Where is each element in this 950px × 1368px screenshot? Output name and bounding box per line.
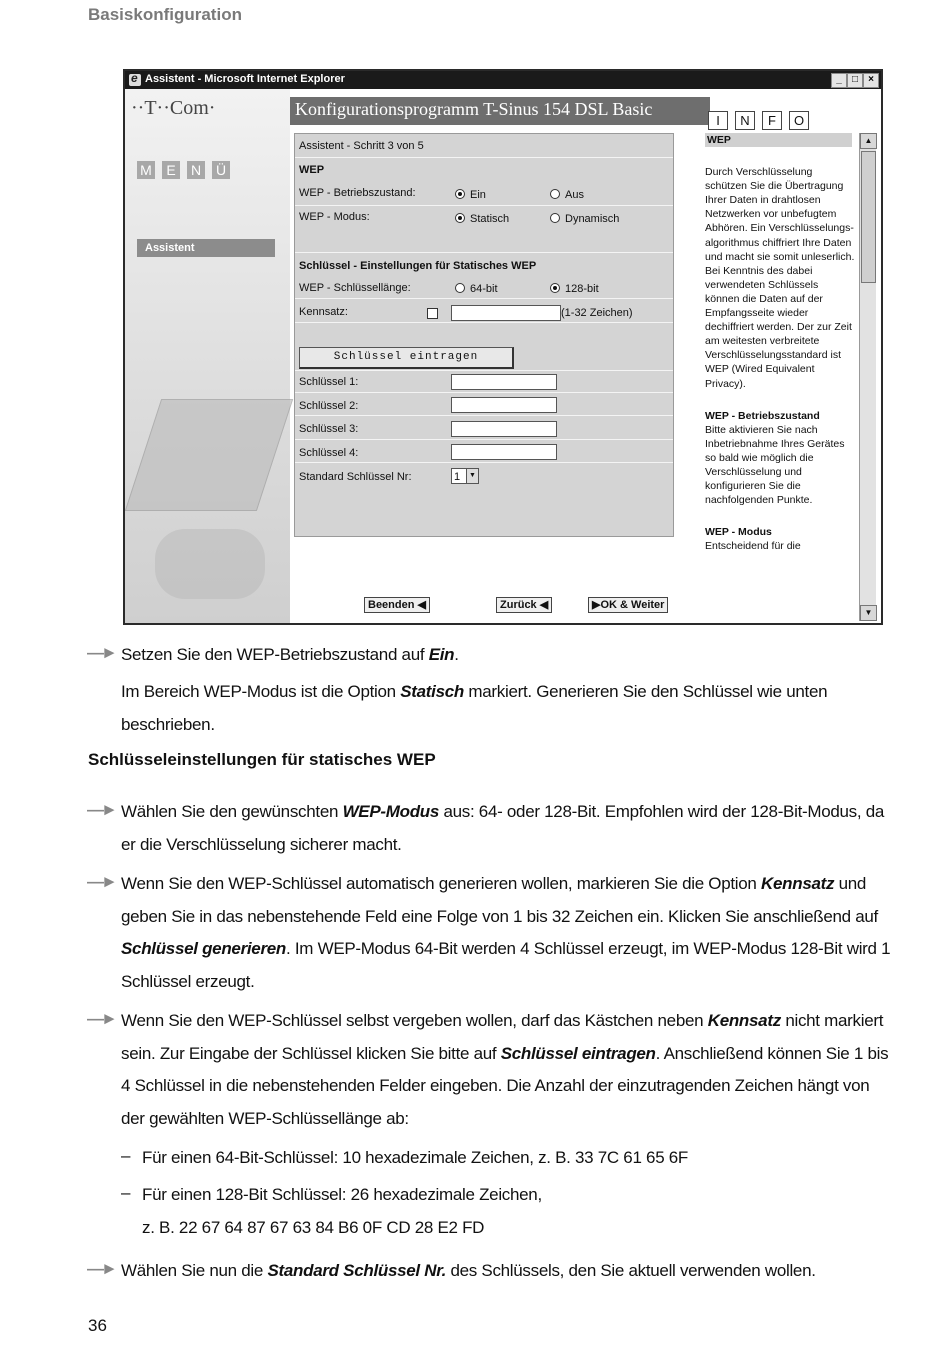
info-letter: N [735, 111, 755, 130]
chevron-down-icon: ▼ [466, 469, 478, 483]
wep-form [294, 133, 674, 537]
beenden-label: Beenden [368, 599, 415, 611]
scroll-thumb[interactable] [861, 151, 876, 283]
list-dash: – [121, 1183, 131, 1202]
radio-selected-icon [455, 189, 465, 199]
divider [295, 392, 673, 393]
menu-letter: M [137, 161, 155, 179]
list-item: Für einen 128-Bit Schlüssel: 26 hexadezimale Zeichen, [142, 1185, 542, 1204]
radio-len-128[interactable] [550, 283, 599, 295]
arrow-icon: —► [87, 872, 115, 891]
radio-modus-statisch[interactable] [455, 213, 509, 225]
instruction-paragraph: Wählen Sie den gewünschten WEP-Modus aus: 64- oder 128-Bit. Empfohlen wird der 128-Bit-Modus, da er die Verschlüsselung sicherer macht. [121, 802, 885, 854]
arrow-left-icon: ◀ [417, 599, 426, 611]
divider [295, 298, 673, 299]
instruction-paragraph: Wählen Sie nun die Standard Schlüssel Nr. des Schlüssels, den Sie aktuell verwenden wollen. [121, 1261, 816, 1280]
key2-input[interactable] [451, 397, 557, 413]
zurueck-button[interactable] [496, 597, 552, 613]
router-image [125, 399, 293, 511]
info-letter: I [708, 111, 728, 130]
key1-input[interactable] [451, 374, 557, 390]
radio-icon [455, 283, 465, 293]
len-label: WEP - Schlüssellänge: [299, 282, 411, 294]
keypad-image [155, 529, 265, 599]
static-section-heading: Schlüssel - Einstellungen für Statisches WEP [299, 260, 537, 272]
paragraph: Im Bereich WEP-Modus ist die Option Statisch markiert. Generieren Sie den Schlüssel wie unten beschrieben. [121, 682, 828, 734]
radio-label: 64-bit [470, 283, 498, 295]
radio-label: 128-bit [565, 283, 599, 295]
radio-icon [550, 213, 560, 223]
list-item: Für einen 64-Bit-Schlüssel: 10 hexadezimale Zeichen, z. B. 33 7C 61 65 6F [142, 1148, 689, 1167]
zurueck-label: Zurück [500, 599, 537, 611]
radio-label: Statisch [470, 213, 510, 225]
page-number: 36 [88, 1316, 107, 1335]
close-button[interactable]: × [863, 73, 879, 88]
arrow-icon: —► [87, 1009, 115, 1028]
window-title: Assistent - Microsoft Internet Explorer [145, 73, 345, 85]
browser-window [123, 69, 883, 625]
beenden-button[interactable] [364, 597, 430, 613]
scroll-down-icon[interactable]: ▼ [860, 605, 877, 621]
step-label: Assistent - Schritt 3 von 5 [299, 140, 424, 152]
info-heading: WEP [705, 133, 852, 147]
info-letter: F [762, 111, 782, 130]
radio-len-64[interactable] [455, 283, 498, 295]
scroll-up-icon[interactable]: ▲ [860, 133, 877, 149]
key4-input[interactable] [451, 444, 557, 460]
info-header [708, 111, 816, 130]
arrow-right-icon: ▶ [592, 599, 601, 611]
kennsatz-label: Kennsatz: [299, 306, 348, 318]
divider [295, 252, 673, 253]
tcom-logo: ··T··Com· [131, 97, 216, 119]
app-title: Konfigurationsprogramm T-Sinus 154 DSL Basic [295, 99, 653, 119]
radio-betrieb-ein[interactable] [455, 189, 486, 201]
sidebar-item-assistent[interactable]: Assistent [137, 239, 275, 257]
list-item-continuation: z. B. 22 67 64 87 67 63 84 B6 0F CD 28 E2 FD [142, 1218, 485, 1237]
title-bar [125, 71, 881, 89]
modus-label: WEP - Modus: [299, 211, 370, 223]
section-title: Basiskonfiguration [88, 5, 242, 24]
weiter-button[interactable] [588, 597, 668, 613]
std-key-label: Standard Schlüssel Nr: [299, 471, 412, 483]
instruction-paragraph: Setzen Sie den WEP-Betriebszustand auf Ein. [121, 645, 459, 664]
info-text: Bitte aktivieren Sie nach Inbetriebnahme Ihres Gerätes so bald wie möglich die Verschlüsselung und konfigurieren Sie die nachfolgenden Punkte. [705, 423, 845, 507]
radio-label: Dynamisch [565, 213, 620, 225]
divider [295, 205, 673, 206]
radio-modus-dynamisch[interactable] [550, 213, 619, 225]
info-scrollbar[interactable] [859, 133, 876, 621]
radio-selected-icon [455, 213, 465, 223]
divider [295, 415, 673, 416]
instruction-paragraph: Wenn Sie den WEP-Schlüssel automatisch generieren wollen, markieren Sie die Option Kennsatz und geben Sie in das nebenstehende Feld eine Folge von 1 bis 32 Zeichen ein. Klicken Sie anschließend auf Schlüssel generieren. Im WEP-Modus 64-Bit werden 4 Schlüssel erzeugt, im WEP-Modus 128-Bit wird 1 Schlüssel erzeugt. [121, 874, 891, 991]
divider [295, 439, 673, 440]
info-letter: O [789, 111, 809, 130]
left-pane [125, 89, 290, 623]
divider [295, 462, 673, 463]
key2-label: Schlüssel 2: [299, 400, 359, 412]
info-subheading: WEP - Modus [705, 526, 772, 539]
std-key-select[interactable] [451, 468, 479, 484]
ie-icon [129, 74, 141, 86]
radio-label: Ein [470, 189, 486, 201]
maximize-button[interactable]: □ [847, 73, 863, 88]
minimize-button[interactable]: _ [831, 73, 847, 88]
key4-label: Schlüssel 4: [299, 447, 359, 459]
info-subheading: WEP - Betriebszustand [705, 409, 820, 422]
kennsatz-checkbox[interactable] [427, 308, 438, 319]
radio-label: Aus [565, 189, 584, 201]
wep-heading: WEP [299, 164, 325, 176]
menu-letter: N [187, 161, 205, 179]
divider [295, 157, 673, 158]
kennsatz-hint: (1-32 Zeichen) [561, 307, 633, 319]
menu-letter: Ü [212, 161, 230, 179]
std-key-value: 1 [454, 471, 461, 483]
kennsatz-input[interactable] [451, 305, 561, 321]
info-text: Entscheidend für die [705, 540, 801, 553]
key3-input[interactable] [451, 421, 557, 437]
subheading: Schlüsseleinstellungen für statisches WEP [88, 750, 436, 769]
info-text: Durch Verschlüsselung schützen Sie die Übertragung Ihrer Daten in drahtlosen Netzwerken vor unbefugtem Abhören. Ein Verschlüsselungs-algorithmus chiffriert Ihre Daten und macht sie somit unleserlich. Bei Kenntnis des dabei verwendeten Schlüssels können die Daten auf der Empfangsseite wieder dechiffriert werden. Der zur Zeit am weitesten verbreitete Verschlüsselungsstandard ist WEP (Wired Equivalent Privacy). [705, 166, 855, 390]
arrow-left-icon: ◀ [539, 599, 549, 611]
instruction-paragraph: Wenn Sie den WEP-Schlüssel selbst vergeben wollen, darf das Kästchen neben Kennsatz nicht markiert sein. Zur Eingabe der Schlüssel klicken Sie bitte auf Schlüssel eintragen. Anschließend können Sie 1 bis 4 Schlüssel in die nebenstehenden Felder eingeben. Die Anzahl der einzutragenden Zeichen hängt von der gewählten WEP-Schlüssellänge ab: [121, 1011, 889, 1128]
info-panel [705, 133, 855, 621]
radio-icon [550, 189, 560, 199]
weiter-label: OK & Weiter [600, 599, 665, 611]
divider [295, 370, 673, 371]
list-dash: – [121, 1146, 131, 1165]
radio-selected-icon [550, 283, 560, 293]
divider [295, 322, 673, 323]
arrow-icon: —► [87, 800, 115, 819]
arrow-icon: —► [87, 1259, 115, 1278]
radio-betrieb-aus[interactable] [550, 189, 584, 201]
key1-label: Schlüssel 1: [299, 376, 359, 388]
menu-header [137, 161, 237, 180]
menu-letter: E [162, 161, 180, 179]
key3-label: Schlüssel 3: [299, 423, 359, 435]
arrow-icon: —► [87, 643, 115, 662]
schluessel-eintragen-button[interactable]: Schlüssel eintragen [299, 347, 514, 369]
betrieb-label: WEP - Betriebszustand: [299, 187, 416, 199]
